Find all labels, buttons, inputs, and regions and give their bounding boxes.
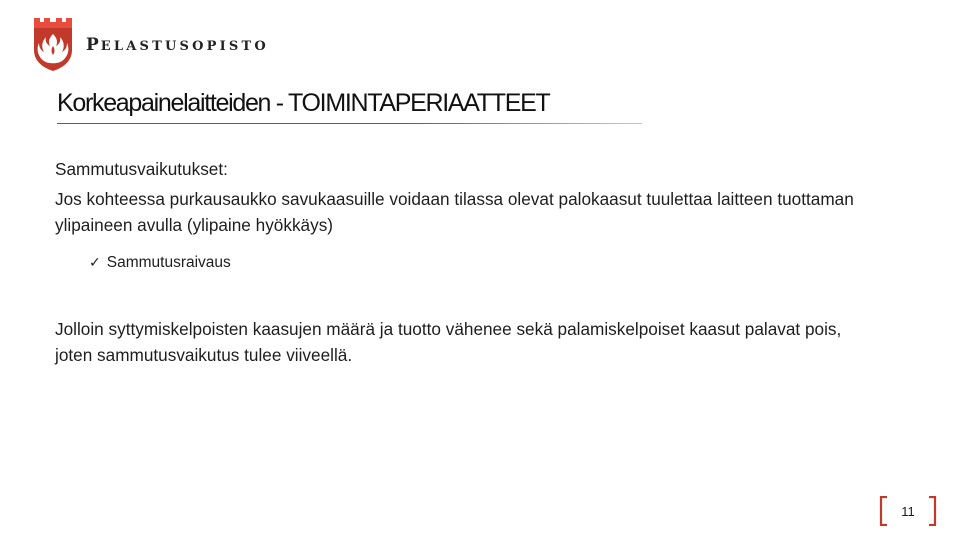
title-underline <box>57 123 642 124</box>
shield-crest-icon <box>30 16 76 72</box>
paragraph-description: Jos kohteessa purkausaukko savukaasuille voidaan tilassa olevat palokaasut tuulettaa laitteen tuottaman ylipaineen avulla (ylipaine hyökkäys) <box>55 189 854 235</box>
paragraph-heading: Sammutusvaikutukset: <box>55 159 228 179</box>
logo-wordmark: PELASTUSOPISTO <box>86 35 269 55</box>
bullet-label: Sammutusraivaus <box>106 254 231 271</box>
paragraph-conclusion: Jolloin syttymiskelpoisten kaasujen määrä ja tuotto vähenee sekä palamiskelpoiset kaasut palavat pois, joten sammutusvaikutus tulee viiveellä. <box>55 319 842 365</box>
page-number-label: 11 <box>901 503 915 519</box>
page-number <box>878 496 938 526</box>
checkmark-icon: ✓ <box>89 255 101 271</box>
bullet-item <box>89 254 231 272</box>
slide-title: Korkeapainelaitteiden - TOIMINTAPERIAATTEET <box>57 89 550 117</box>
logo <box>30 16 269 72</box>
